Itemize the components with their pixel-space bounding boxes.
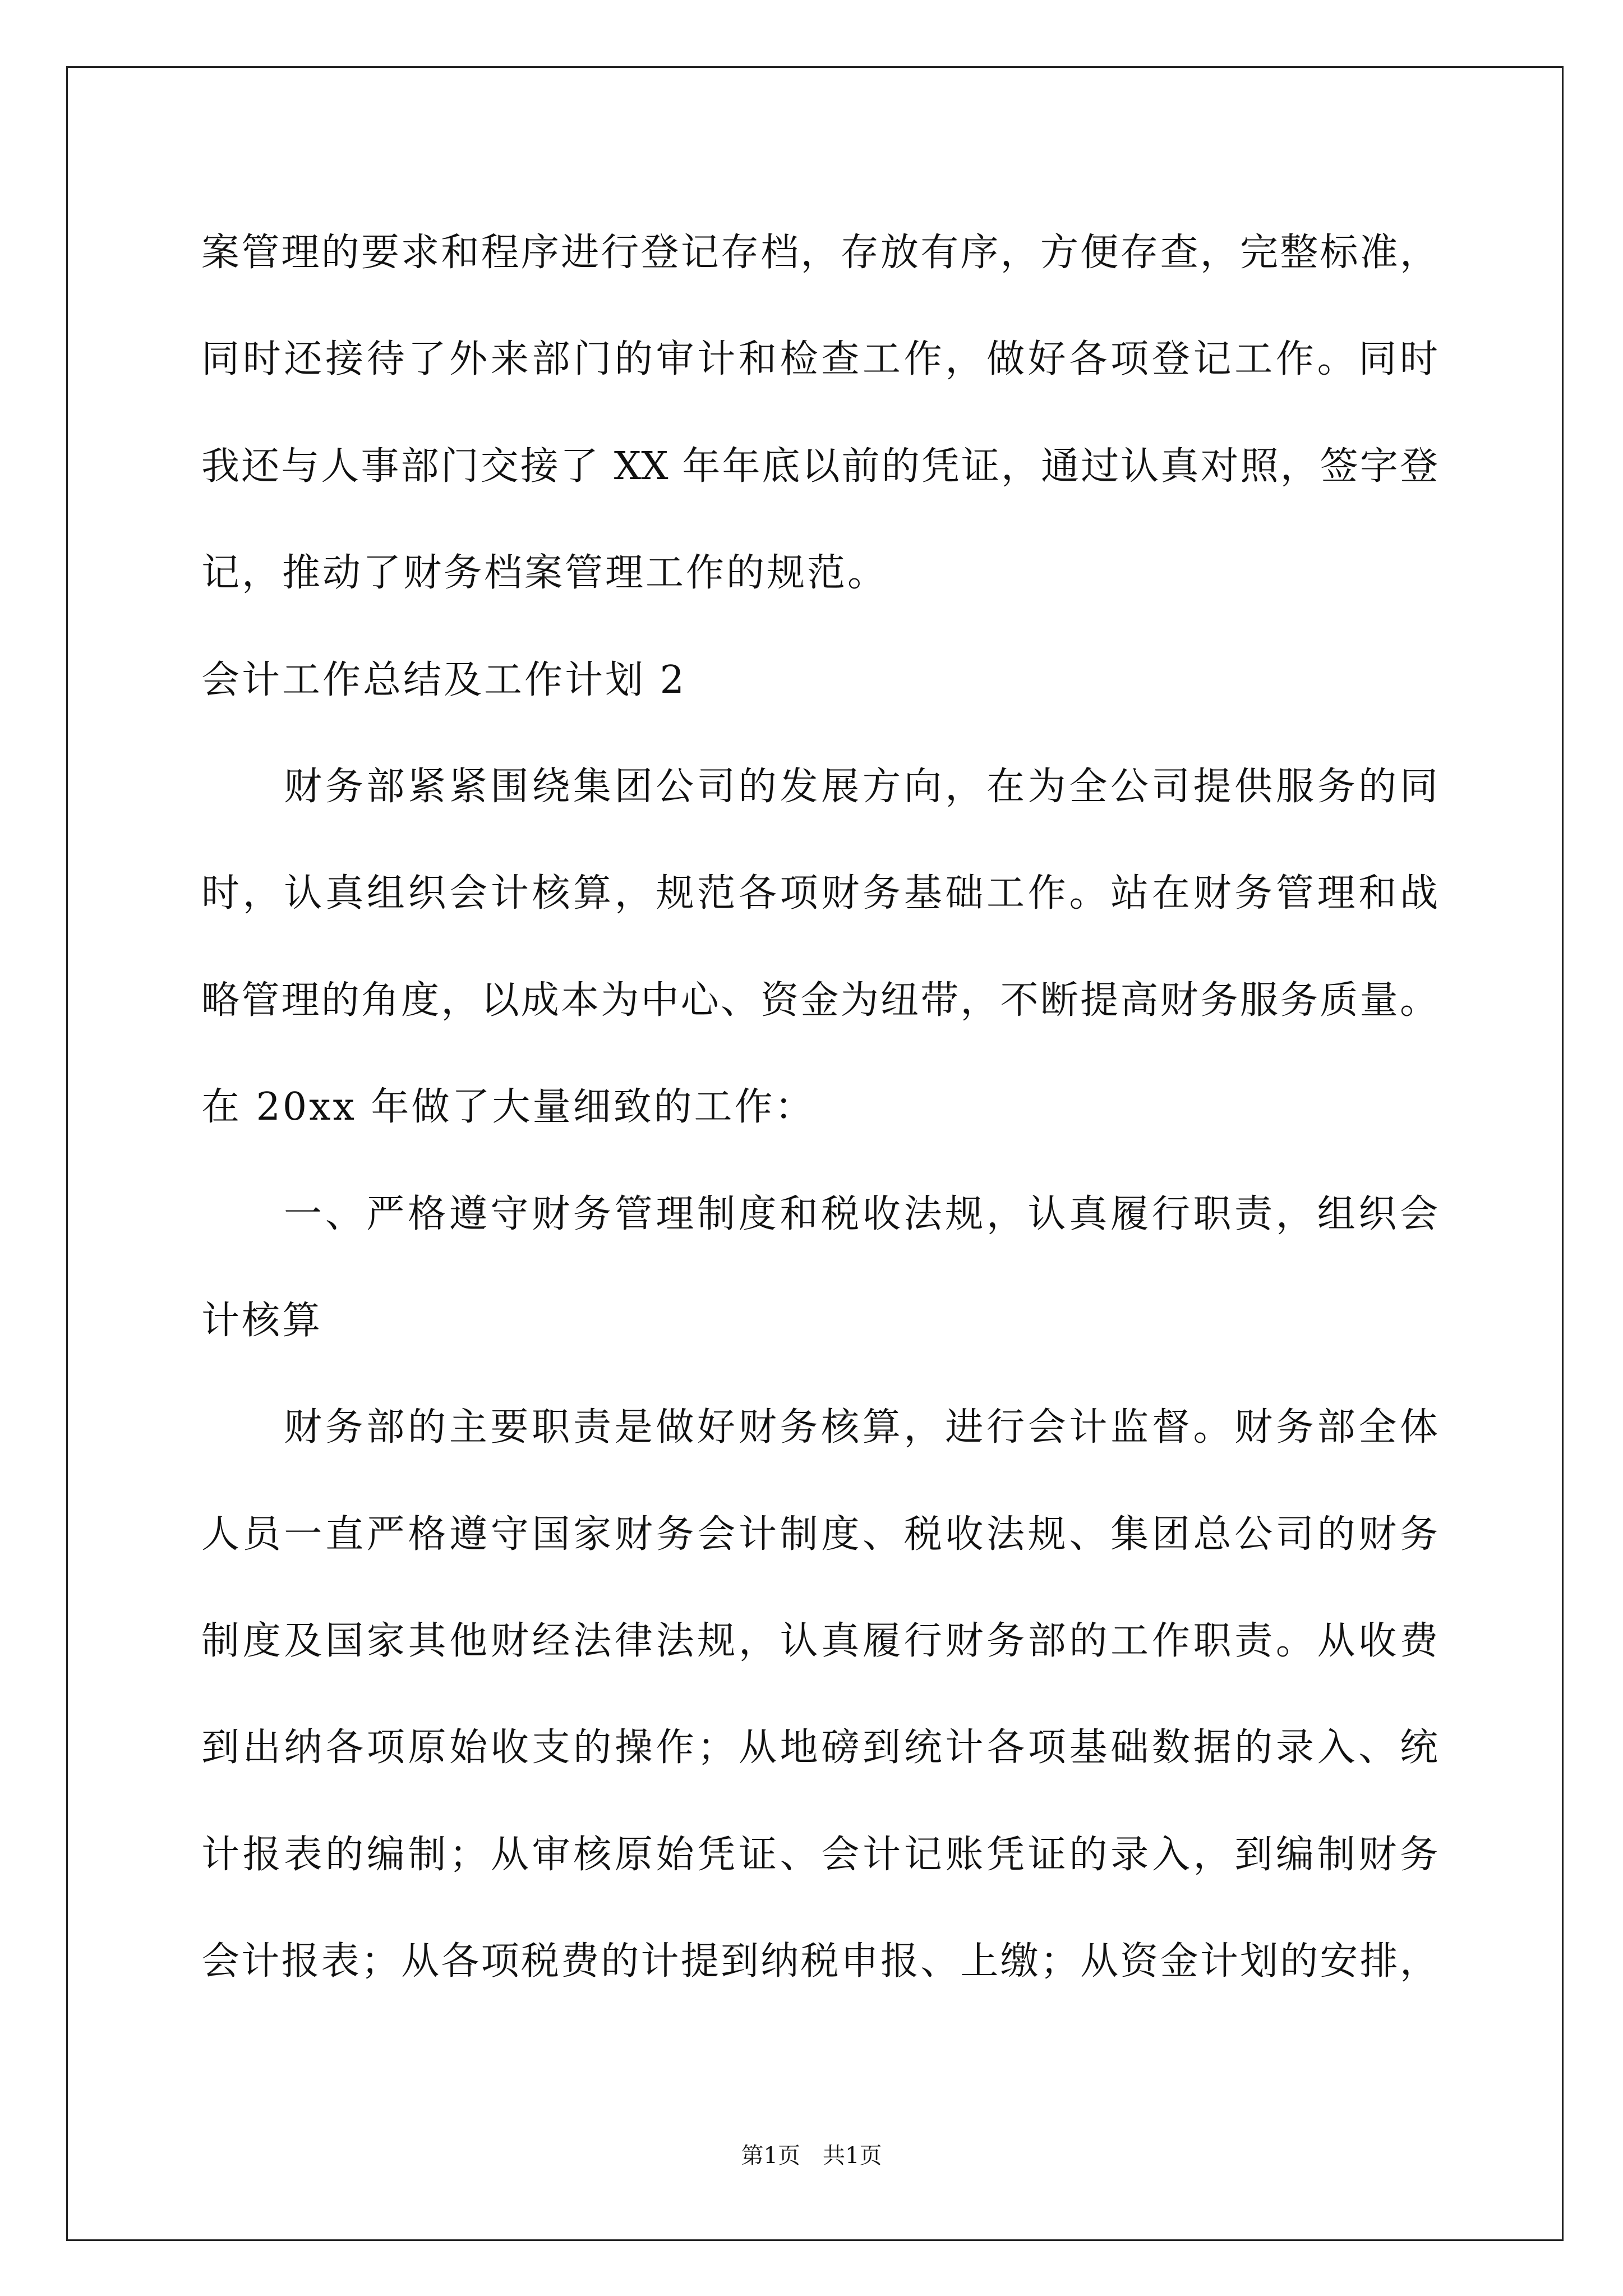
document-body [201, 200, 1438, 2016]
text-line: 记，推动了财务档案管理工作的规范。 [201, 551, 888, 596]
text-line: 制度及国家其他财经法律法规，认真履行财务部的工作职责。从收费 [201, 1619, 1438, 1664]
text-line: 我还与人事部门交接了 XX 年年底以前的凭证，通过认真对照，签字登 [201, 444, 1438, 489]
subsection-title-line: 一、严格遵守财务管理制度和税收法规，认真履行职责，组织会 [284, 1191, 1438, 1236]
text-line: 在 20xx 年做了大量细致的工作： [201, 1085, 815, 1130]
text-line: 同时还接待了外来部门的审计和检查工作，做好各项登记工作。同时 [201, 337, 1438, 382]
text-line: 计报表的编制；从审核原始凭证、会计记账凭证的录入，到编制财务 [201, 1832, 1438, 1877]
text-line: 会计报表；从各项税费的计提到纳税申报、上缴；从资金计划的安排， [201, 1939, 1438, 1984]
text-line: 人员一直严格遵守国家财务会计制度、税收法规、集团总公司的财务 [201, 1512, 1438, 1557]
page-number-footer: 第1页 共1页 [741, 2143, 882, 2169]
subsection-title-line: 计核算 [201, 1298, 323, 1343]
section-heading: 会计工作总结及工作计划 2 [201, 657, 686, 702]
text-line: 到出纳各项原始收支的操作；从地磅到统计各项基础数据的录入、统 [201, 1726, 1438, 1770]
text-line: 财务部的主要职责是做好财务核算，进行会计监督。财务部全体 [284, 1405, 1438, 1450]
text-line: 时，认真组织会计核算，规范各项财务基础工作。站在财务管理和战 [201, 871, 1438, 916]
text-line: 案管理的要求和程序进行登记存档，存放有序，方便存查，完整标准， [201, 231, 1438, 275]
text-line: 略管理的角度，以成本为中心、资金为纽带，不断提高财务服务质量。 [201, 978, 1438, 1023]
text-line: 财务部紧紧围绕集团公司的发展方向，在为全公司提供服务的同 [284, 764, 1438, 809]
